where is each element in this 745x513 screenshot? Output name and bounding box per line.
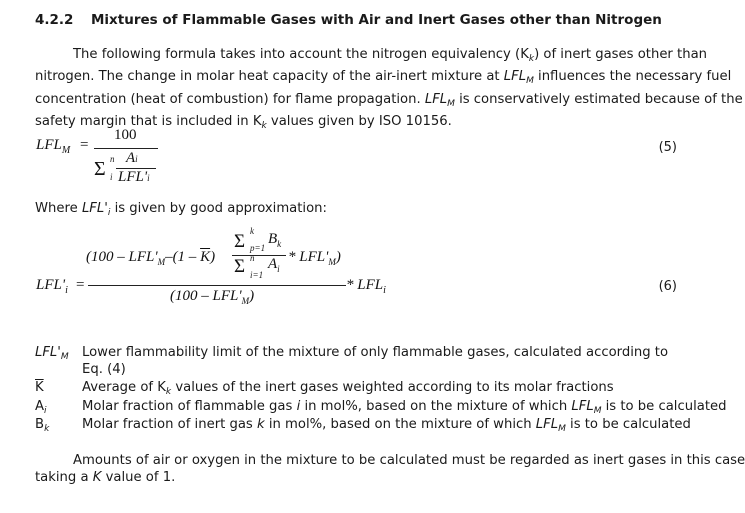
eq6-number: (6) [658, 279, 677, 294]
section-heading [35, 12, 662, 28]
eq6-sum-top: Σ [234, 231, 246, 252]
eq6-fraction-bar [88, 285, 346, 286]
eq6-sum-bottom: Σ [234, 256, 246, 277]
intro-paragraph [35, 46, 743, 136]
eq5-inner-denominator: LFL'i [118, 169, 150, 185]
eq5-number: (5) [658, 140, 677, 155]
def-text-lflm: Lower flammability limit of the mixture of only flammable gases, calculated according to [82, 345, 669, 360]
def-symbol-ai: $A_i$ [35, 399, 47, 416]
eq6-lhs: $LFL'_i$ [36, 277, 68, 296]
closing-line-1: Amounts of air or oxygen in the mixture to be calculated must be regarded as inert gases in this case [73, 453, 745, 468]
kbar-symbol: $\overline{K}$ [200, 249, 211, 265]
eq5-inner-numerator: Ai [126, 150, 138, 166]
eq6-num-tail: * $LFL'_M$) [288, 249, 341, 267]
eq6-sum-bottom-upper: n [250, 253, 255, 263]
eq6-sum-top-lower: p=1 [250, 243, 266, 253]
def-text-kbar: Average of $K_k$ values of the inert gases weighted according to its molar fractions [82, 380, 614, 397]
section-title: Mixtures of Flammable Gases with Air and Inert Gases other than Nitrogen [91, 12, 662, 28]
eq6-sum-bottom-term: $A_i$ [268, 256, 280, 274]
where-line: Where $LFL'_i$ is given by good approximation: [35, 201, 327, 218]
intro-line-3: concentration (heat of combustion) for flame propagation. $LFL_M$ is conservatively estimated because of the [35, 91, 743, 109]
closing-paragraph [35, 452, 745, 487]
def-symbol-lflm: $LFL'_M$ [35, 345, 69, 362]
def-symbol-kbar: $\overline{K}$ [35, 380, 44, 395]
intro-line-4: safety margin that is included in $K_k$ values given by ISO 10156. [35, 114, 452, 132]
eq6-equals: = [76, 277, 85, 293]
eq5-fraction-bar [94, 148, 158, 149]
def-symbol-bk: $B_k$ [35, 417, 50, 434]
closing-line-2: taking a K value of 1. [35, 470, 176, 486]
intro-line-2: nitrogen. The change in molar heat capacity of the air-inert mixture at $LFL_M$ influences the necessary fuel [35, 69, 732, 87]
intro-line-1: The following formula takes into account the nitrogen equivalency $(K_k)$ of inert gases other than [73, 47, 708, 64]
eq6-sum-top-term: $B_k$ [268, 231, 282, 249]
def-text-ai: Molar fraction of flammable gas i in mol%, based on the mixture of which $LFL_M$ is to be calculated [82, 399, 727, 416]
eq5-numerator: 100 [114, 127, 137, 143]
def-text-lflm-cont: Eq. (4) [82, 362, 126, 377]
section-number: 4.2.2 [35, 12, 74, 28]
eq6-sum-bottom-lower: i=1 [250, 270, 264, 280]
eq5-sum-upper: n [110, 154, 115, 164]
eq5-sum: Σ [94, 158, 106, 180]
eq5-sum-lower: i [110, 172, 113, 182]
eq6-num-open: ($100 - LFL'_M-(1 - \overline{K})$ [86, 249, 216, 267]
eq5-lhs: $LFL_M$ [36, 137, 71, 156]
def-text-bk: Molar fraction of inert gas k in mol%, based on the mixture of which $LFL_M$ is to be calculated [82, 417, 691, 434]
eq6-tail: * $LFL_i$ [346, 277, 386, 296]
eq6-sum-top-upper: k [250, 226, 254, 236]
eq6-denominator: $(100 - LFL'_M)$ [170, 288, 255, 306]
eq5-equals: = [80, 137, 89, 153]
